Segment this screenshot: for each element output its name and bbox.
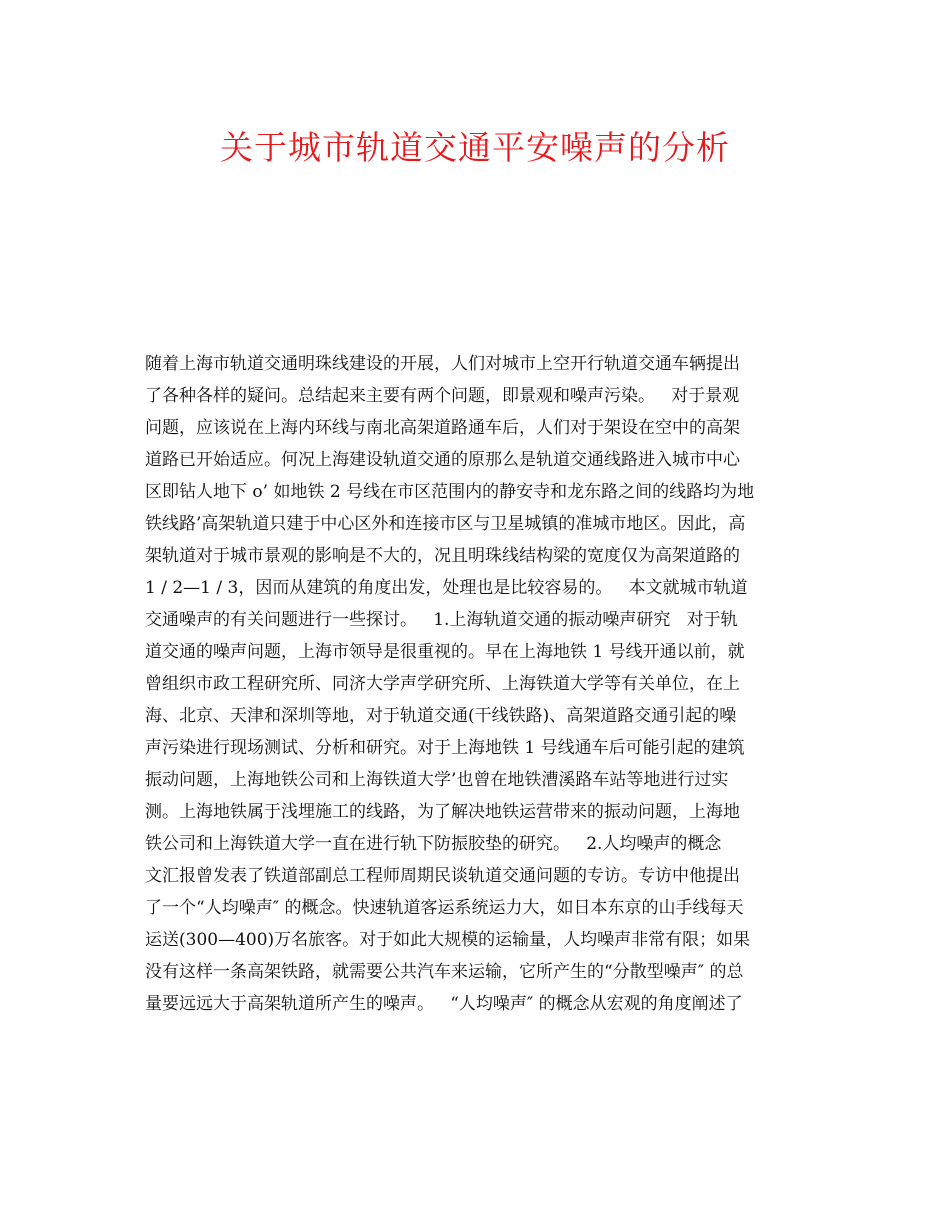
text-line: 海、北京、天津和深圳等地，对于轨道交通(干线铁路)、高架道路交通引起的噪 xyxy=(145,706,737,726)
text-line: 测。上海地铁属于浅埋施工的线路，为了解决地铁运营带来的振动问题，上海地 xyxy=(145,802,740,822)
text-line: 道交通的噪声问题，上海市领导是很重视的。早在上海地铁 1 号线开通以前，就 xyxy=(145,642,745,662)
text-line: 声污染进行现场测试、分析和研究。对于上海地铁 1 号线通车后可能引起的建筑 xyxy=(145,738,745,758)
text-line: 交通噪声的有关问题进行一些探讨。 1.上海轨道交通的振动噪声研究 对于轨 xyxy=(145,610,738,630)
text-line: 道路已开始适应。何况上海建设轨道交通的原那么是轨道交通线路进入城市中心 xyxy=(145,450,740,470)
document-title: 关于城市轨道交通平安噪声的分析 xyxy=(220,128,730,167)
text-line: 随着上海市轨道交通明珠线建设的开展，人们对城市上空开行轨道交通车辆提出 xyxy=(145,354,740,374)
text-line: 振动问题，上海地铁公司和上海铁道大学’也曾在地铁漕溪路车站等地进行过实 xyxy=(145,770,729,790)
text-line: 架轨道对于城市景观的影响是不大的，况且明珠线结构梁的宽度仅为高架道路的 xyxy=(145,546,740,566)
text-line: 没有这样一条高架铁路，就需要公共汽车来运输，它所产生的“分散型噪声″ 的总 xyxy=(145,962,744,982)
text-line: 了一个“人均噪声″ 的概念。快速轨道客运系统运力大，如日本东京的山手线每天 xyxy=(145,898,744,918)
text-line: 问题，应该说在上海内环线与南北高架道路通车后，人们对于架设在空中的高架 xyxy=(145,418,740,438)
text-line: 运送(300—400)万名旅客。对于如此大规模的运输量，人均噪声非常有限；如果 xyxy=(145,930,751,950)
text-line: 了各种各样的疑问。总结起来主要有两个问题，即景观和噪声污染。 对于景观 xyxy=(145,386,740,406)
body-paragraph xyxy=(145,348,810,1020)
text-line: 铁线路’高架轨道只建于中心区外和连接市区与卫星城镇的准城市地区。因此，高 xyxy=(145,514,746,534)
text-line: 1 / 2—1 / 3，因而从建筑的角度出发，处理也是比较容易的。 本文就城市轨道 xyxy=(145,578,748,598)
text-line: 曾组织市政工程研究所、同济大学声学研究所、上海铁道大学等有关单位，在上 xyxy=(145,674,740,694)
text-line: 文汇报曾发表了铁道部副总工程师周期民谈轨道交通问题的专访。专访中他提出 xyxy=(145,866,740,886)
text-line: 量要远远大于高架轨道所产生的噪声。 “人均噪声″ 的概念从宏观的角度阐述了 xyxy=(145,994,743,1014)
text-line: 铁公司和上海铁道大学一直在进行轨下防振胶垫的研究。 2.人均噪声的概念 xyxy=(145,834,722,854)
text-line: 区即钻人地下 o’ 如地铁 2 号线在市区范围内的静安寺和龙东路之间的线路均为地 xyxy=(145,482,755,502)
